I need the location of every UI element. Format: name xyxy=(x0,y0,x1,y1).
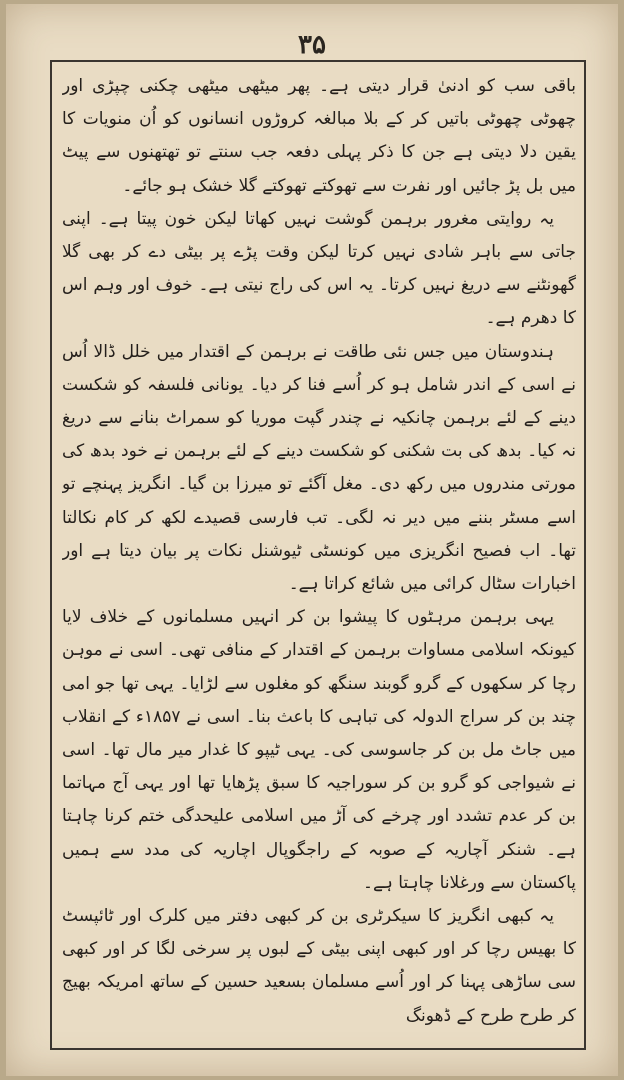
paragraph-5: یہ کبھی انگریز کا سیکرٹری بن کر کبھی دفتر میں کلرک اور ٹائپسٹ کا بھیس رچا کر اور کبھی اپنی بیٹی کے لبوں پر سرخی لگا کر اور کبھی سی ساڑھی پہنا کر اور اُسے مسلمان بسعید حسین کے ساتھ امریکہ بھیج کر طرح طرح کے ڈھونگ xyxy=(62,906,576,1026)
text-frame xyxy=(50,60,586,1050)
paragraph-3: ہندوستان میں جس نئی طاقت نے برہمن کے اقتدار میں خلل ڈالا اُس نے اسی کے اندر شامل ہو کر اُسے فنا کر دیا۔ یونانی فلسفہ کو شکست دینے کے لئے برہمن چانکیہ نے چندر گپت موریا کو سمراٹ بنانے سے دریغ نہ کیا۔ بدھ کی بت شکنی کو شکست دینے کے لئے برہمن نے خود بدھ کی مورتی مندروں میں رکھ دی۔ مغل آگئے تو میرزا بن گیا۔ انگریز پہنچے تو اسے مسٹر بننے میں دیر نہ لگی۔ تب فارسی قصیدے لکھ کر کام نکالتا تھا۔ اب فصیح انگریزی میں کونسٹی ٹیوشنل نکات پر بیان دیتا ہے اور اخبارات سٹال کرائی میں شائع کراتا ہے۔ xyxy=(62,341,576,595)
page-number: ۳۵ xyxy=(298,30,326,60)
paragraph-4: یہی برہمن مرہٹوں کا پیشوا بن کر انہیں مسلمانوں کے خلاف لایا کیونکہ اسلامی مساوات برہمن کے اقتدار کے منافی تھی۔ اسی نے موہن رچا کر سکھوں کے گرو گوبند سنگھ کو مغلوں سے لڑایا۔ یہی تھا جو امی چند بن کر سراج الدولہ کی تباہی کا باعث بنا۔ اسی نے ۱۸۵۷ء کے انقلاب میں جاٹ مل بن کر جاسوسی کی۔ یہی ٹیپو کا غدار میر مال تھا۔ اسی نے شیواجی کو گرو بن کر سوراجیہ کا سبق پڑھایا تھا اور یہی آج مہاتما بن کر عدم تشدد اور چرخے کی آڑ میں اسلامی علیحدگی ختم کرنا چاہتا ہے۔ شنکر آچاریہ کے صوبہ کے راجگوپال اچاریہ کی مدد سے ہمیں پاکستان سے ورغلانا چاہتا ہے۔ xyxy=(62,607,576,893)
book-page xyxy=(6,4,618,1076)
paragraph-1: باقی سب کو ادنیٰ قرار دیتی ہے۔ پھر میٹھی میٹھی چکنی چپڑی اور چھوٹی چھوٹی باتیں کر کے بلا مبالغہ کروڑوں انسانوں کو اُن منویات کا یقین دلا دیتی ہے جن کا ذکر پہلی دفعہ جب سنتے تو تھتھنوں سے پیٹ میں بل پڑ جائیں اور نفرت سے تھوکتے تھوکتے گلا خشک ہو جائے۔ xyxy=(62,76,576,196)
paragraph-2: یہ روایتی مغرور برہمن گوشت نہیں کھاتا لیکن خون پیتا ہے۔ اپنی جاتی سے باہر شادی نہیں کرتا لیکن وقت پڑے پر بیٹی دے کر بھی گلا گھونٹنے سے دریغ نہیں کرتا۔ یہ اس کی راج نیتی ہے۔ خوف اور وہم اس کا دھرم ہے۔ xyxy=(62,208,576,329)
body-text xyxy=(62,70,576,1042)
